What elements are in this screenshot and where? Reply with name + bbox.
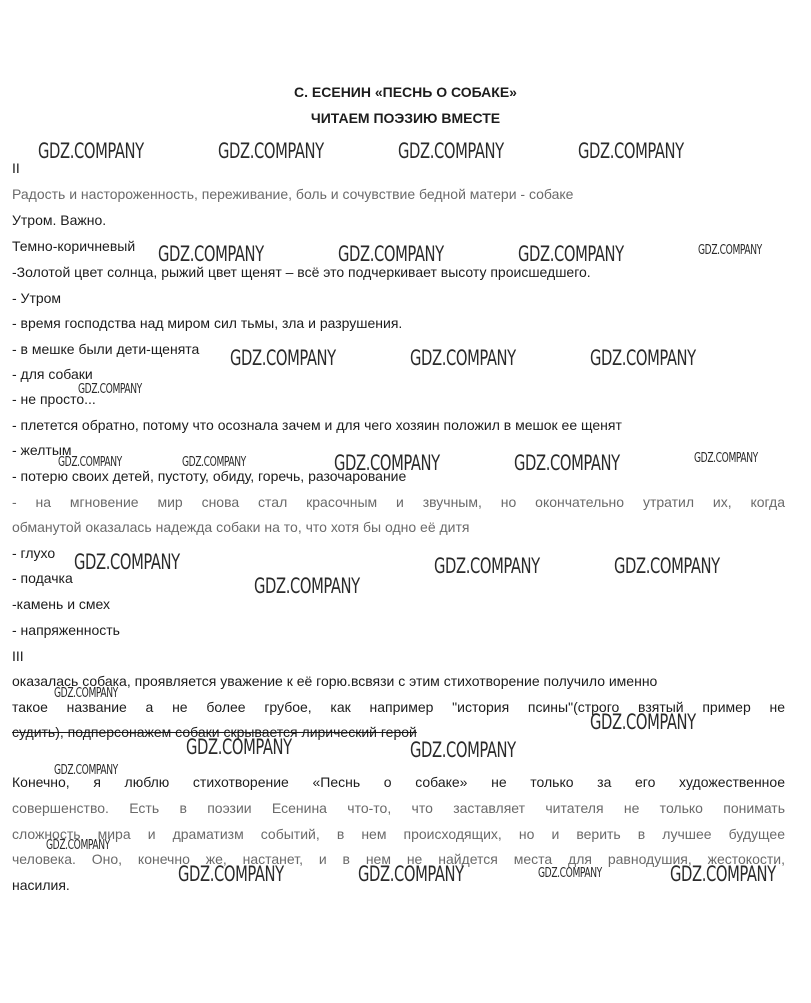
answer-line: - время господства над миром сил тьмы, зла и разрушения. [12, 315, 403, 331]
answer-line: - не просто... [12, 391, 96, 407]
watermark: GDZ.COMPANY [58, 455, 122, 470]
conclusion-line: Конечно, я люблю стихотворение «Песнь о собаке» не только за его художественное [12, 774, 785, 790]
section3-line: судить), подперсонажем собаки скрывается лирический герой [12, 724, 417, 740]
answer-line: Утром. Важно. [12, 212, 107, 228]
answer-line: - желтым [12, 442, 72, 458]
watermark: GDZ.COMPANY [410, 738, 516, 762]
answer-line: - Утром [12, 290, 62, 306]
answer-line: - в мешке были дети-щенята [12, 341, 200, 357]
watermark: GDZ.COMPANY [182, 455, 246, 470]
answer-line: Темно-коричневый [12, 238, 136, 254]
section-label-ii: II [12, 160, 20, 176]
conclusion-line: совершенство. Есть в поэзии Есенина что-то, что заставляет читателя не только понимать [12, 800, 785, 816]
watermark: GDZ.COMPANY [590, 710, 696, 734]
document-subtitle: ЧИТАЕМ ПОЭЗИЮ ВМЕСТЕ [310, 110, 501, 126]
answer-line: - потерю своих детей, пустоту, обиду, горечь, разочарование [12, 468, 407, 484]
conclusion-line: насилия. [12, 877, 70, 893]
answer-line: - для собаки [12, 366, 93, 382]
watermark: GDZ.COMPANY [334, 451, 440, 475]
watermark: GDZ.COMPANY [434, 554, 540, 578]
answer-line: - напряженность [12, 622, 120, 638]
watermark: GDZ.COMPANY [410, 346, 516, 370]
watermark: GDZ.COMPANY [186, 735, 292, 759]
answer-line: - плетется обратно, потому что осознала зачем и для чего хозяин положил в мешок ее щенят [12, 417, 622, 433]
watermark: GDZ.COMPANY [358, 862, 464, 886]
watermark: GDZ.COMPANY [538, 866, 602, 881]
conclusion-line: человека. Оно, конечно же, настанет, и в нем не найдется места для равнодушия, жестокости, [12, 851, 785, 867]
watermark: GDZ.COMPANY [78, 382, 142, 397]
watermark: GDZ.COMPANY [178, 862, 284, 886]
watermark: GDZ.COMPANY [514, 451, 620, 475]
section3-line: оказалась собака, проявляется уважение к её горю.всвязи с этим стихотворение получило именно [12, 673, 658, 689]
watermark: GDZ.COMPANY [398, 139, 504, 163]
watermark: GDZ.COMPANY [590, 346, 696, 370]
answer-line: -Золотой цвет солнца, рыжий цвет щенят – всё это подчеркивает высоту происшедшего. [12, 264, 591, 280]
watermark: GDZ.COMPANY [518, 242, 624, 266]
watermark: GDZ.COMPANY [230, 346, 336, 370]
answer-line: обманутой оказалась надежда собаки на то, что хотя бы одно её дитя [12, 519, 470, 535]
watermark: GDZ.COMPANY [54, 763, 118, 778]
watermark: GDZ.COMPANY [254, 574, 360, 598]
watermark: GDZ.COMPANY [578, 139, 684, 163]
watermark: GDZ.COMPANY [670, 862, 776, 886]
conclusion-line: сложность мира и драматизм событий, в нем происходящих, но и верить в лучшее будущее [12, 826, 785, 842]
watermark: GDZ.COMPANY [218, 139, 324, 163]
watermark: GDZ.COMPANY [614, 554, 720, 578]
answer-line: - глухо [12, 545, 56, 561]
watermark: GDZ.COMPANY [38, 139, 144, 163]
watermark: GDZ.COMPANY [54, 686, 118, 701]
watermark: GDZ.COMPANY [338, 242, 444, 266]
watermark: GDZ.COMPANY [158, 242, 264, 266]
watermark: GDZ.COMPANY [46, 838, 110, 853]
answer-line: Радость и настороженность, переживание, боль и сочувствие бедной матери - собаке [12, 186, 574, 202]
watermark: GDZ.COMPANY [694, 451, 758, 466]
watermark: GDZ.COMPANY [698, 243, 762, 258]
watermark: GDZ.COMPANY [74, 550, 180, 574]
section3-line: такое название а не более грубое, как например "история псины"(строго взятый пример не [12, 699, 785, 715]
answer-line: - на мгновение мир снова стал красочным и звучным, но окончательно утратил их, когда [12, 494, 785, 510]
section-label-iii: III [12, 648, 24, 664]
answer-line: - подачка [12, 570, 73, 586]
answer-line: -камень и смех [12, 596, 111, 612]
document-title: С. ЕСЕНИН «ПЕСНЬ О СОБАКЕ» [294, 84, 517, 100]
